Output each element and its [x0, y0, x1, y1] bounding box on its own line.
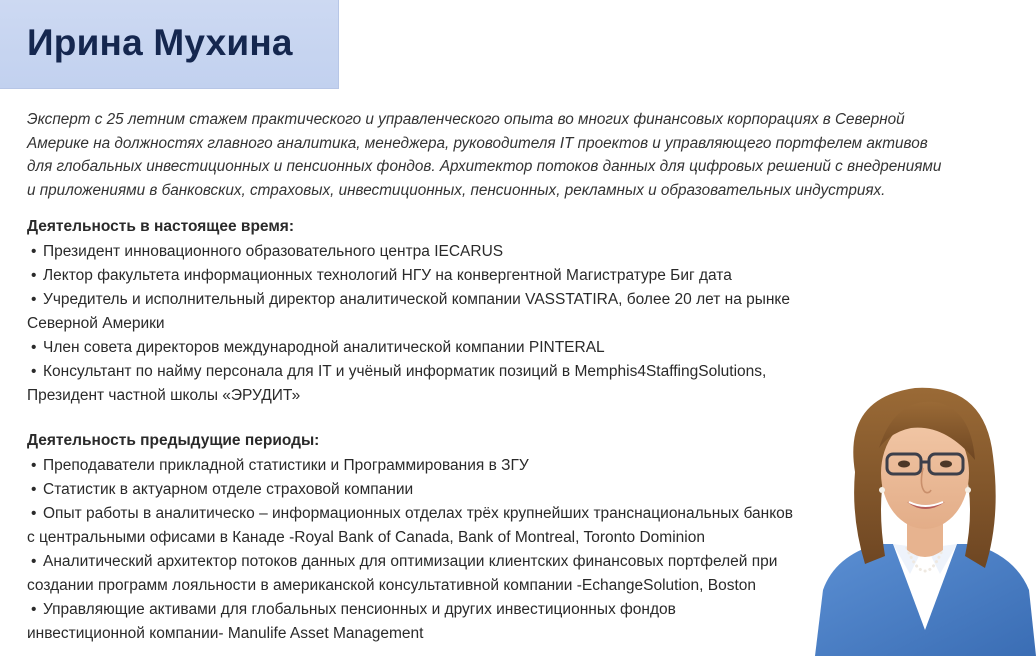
list-item [27, 288, 857, 336]
list-item-text: Президент частной школы «ЭРУДИТ» [27, 387, 301, 404]
list-item [27, 240, 857, 264]
bullet-icon: • [31, 363, 37, 380]
list-item [27, 550, 857, 598]
list-item-line [27, 574, 857, 598]
list-item-text: Преподаватели прикладной статистики и Программирования в ЗГУ [43, 457, 529, 474]
bullet-icon: • [31, 601, 37, 618]
bullet-icon: • [31, 505, 37, 522]
list-item-line [27, 264, 857, 288]
list-item-line [27, 598, 857, 622]
current-activities-heading: Деятельность в настоящее время: [27, 218, 294, 235]
bullet-icon: • [31, 267, 37, 284]
bullet-icon: • [31, 291, 37, 308]
list-item-line [27, 336, 857, 360]
list-item-text: с центральными офисами в Канаде -Royal Bank of Canada, Bank of Montreal, Toronto Dominion [27, 529, 705, 546]
list-item-line [27, 622, 857, 646]
bullet-icon: • [31, 339, 37, 356]
list-item-text: Аналитический архитектор потоков данных для оптимизации клиентских финансовых портфелей при [43, 553, 778, 570]
list-item-text: Консультант по найму персонала для IT и учёный информатик позиций в Memphis4StaffingSolutions, [43, 363, 767, 380]
list-item [27, 502, 857, 550]
intro-line: и приложениями в банковских, страховых, инвестиционных, пенсионных, рекламных и образовательных индустриях. [27, 182, 886, 200]
list-item-text: Опыт работы в аналитическо – информационных отделах трёх крупнейших транснациональных банков [43, 505, 794, 522]
intro-line: Эксперт с 25 летним стажем практического и управленческого опыта во многих финансовых корпорациях в Северной [27, 111, 905, 128]
bullet-icon: • [31, 481, 37, 498]
bullet-icon: • [31, 457, 37, 474]
list-item-text: инвестиционной компании- Manulife Asset Management [27, 625, 424, 642]
list-item-line [27, 454, 857, 478]
list-item-line [27, 288, 857, 312]
list-item-text: Северной Америки [27, 315, 165, 332]
list-item-text: Учредитель и исполнительный директор аналитической компании VASSTATIRA, более 20 лет на рынке [43, 291, 791, 308]
list-item-line [27, 384, 857, 408]
list-item-text: Статистик в актуарном отделе страховой компании [43, 481, 414, 498]
list-item-line [27, 360, 857, 384]
list-item-line [27, 478, 857, 502]
list-item-text: Лектор факультета информационных технологий НГУ на конвергентной Магистратуре Биг дата [43, 267, 732, 284]
list-item-line [27, 550, 857, 574]
intro-line: для глобальных инвестиционных и пенсионных фондов. Архитектор потоков данных для цифровых решений с внедрениями [27, 158, 942, 176]
list-item [27, 264, 857, 288]
current-activities-list [27, 240, 857, 408]
list-item-text: Управляющие активами для глобальных пенсионных и других инвестиционных фондов [43, 601, 676, 618]
list-item-line [27, 312, 857, 336]
list-item-line [27, 526, 857, 550]
list-item [27, 454, 857, 478]
list-item-line [27, 502, 857, 526]
page-title: Ирина Мухина [27, 22, 293, 63]
list-item [27, 598, 857, 646]
list-item-text: Президент инновационного образовательного центра IECARUS [43, 243, 504, 260]
list-item [27, 478, 857, 502]
list-item [27, 360, 857, 408]
intro-paragraph [27, 108, 1017, 203]
previous-activities-list [27, 454, 857, 646]
list-item [27, 336, 857, 360]
list-item-text: создании программ лояльности в американской консультативной компании -EchangeSolution, Boston [27, 577, 756, 594]
bullet-icon: • [31, 243, 37, 260]
previous-activities-heading: Деятельность предыдущие периоды: [27, 432, 320, 449]
portrait-photo [815, 368, 1036, 656]
list-item-line [27, 240, 857, 264]
list-item-text: Член совета директоров международной аналитической компании PINTERAL [43, 339, 605, 356]
title-banner [0, 0, 339, 89]
bullet-icon: • [31, 553, 37, 570]
intro-line: Америке на должностях главного аналитика, менеджера, руководителя IT проектов и управляющего портфелем активов [27, 134, 928, 152]
